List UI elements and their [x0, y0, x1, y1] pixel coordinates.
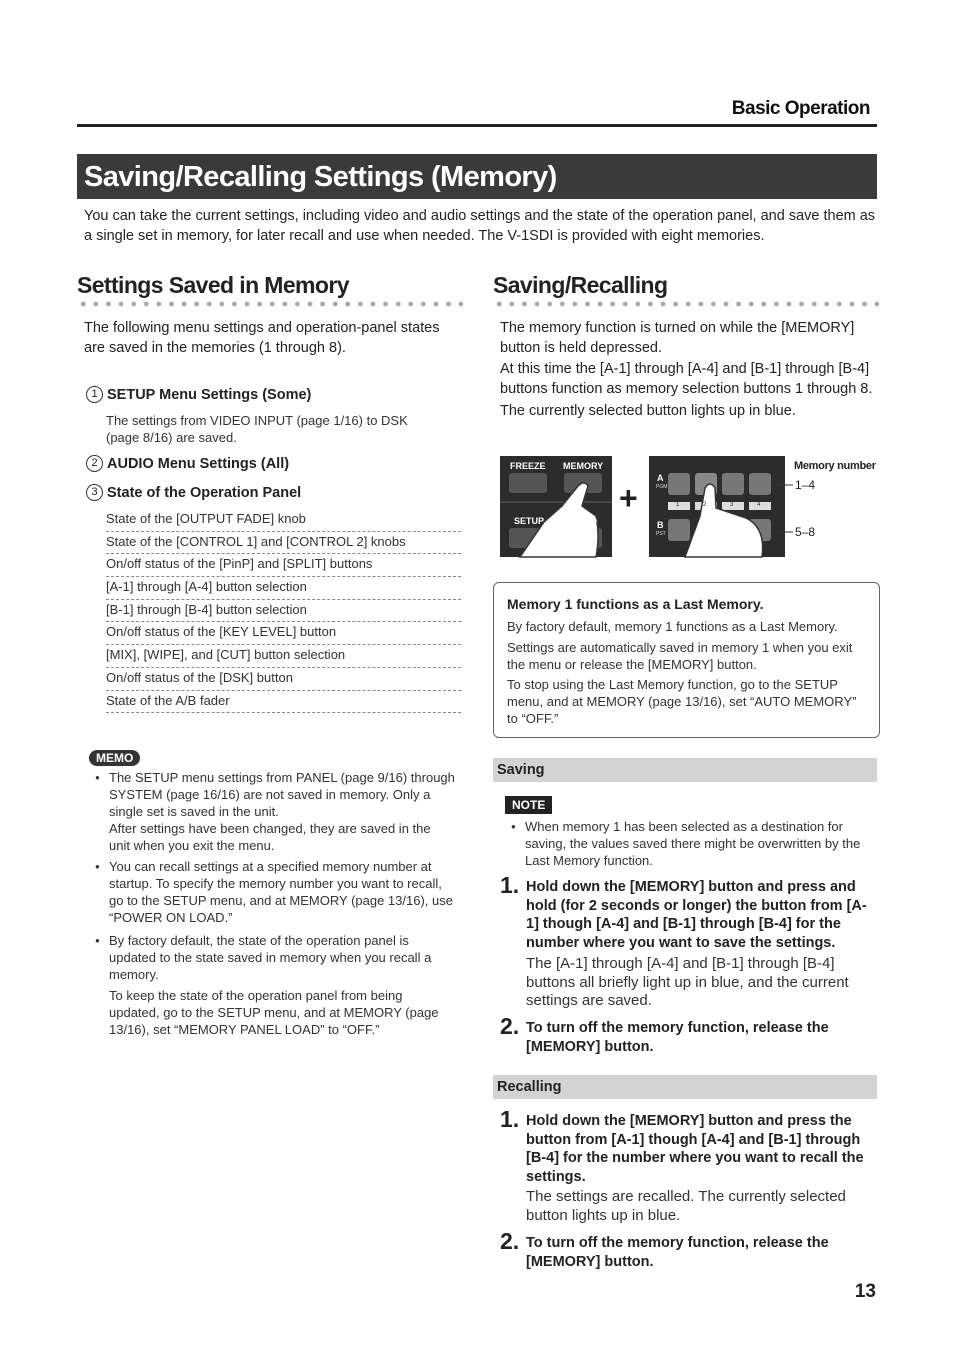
- memo-bullet: [93, 769, 455, 854]
- item-2-label: AUDIO Menu Settings (All): [107, 455, 290, 472]
- saving-step-2-text: To turn off the memory function, release the [MEMORY] button.: [526, 1020, 829, 1055]
- memory-number-label: Memory number: [794, 460, 876, 472]
- right-para: The memory function is turned on while the [MEMORY] button is held depressed.: [500, 320, 855, 356]
- header-rule: [77, 124, 877, 127]
- right-para: The currently selected button lights up in blue.: [500, 403, 796, 419]
- table-row: [B-1] through [B-4] button selection: [106, 600, 461, 623]
- note-list: [509, 818, 869, 869]
- memo-text: ● The SETUP menu settings from PANEL (page 9/16) through SYSTEM (page 16/16) are not saved in memory. Only a single set is saved in the unit.: [109, 770, 455, 819]
- page-number: 13: [854, 1281, 876, 1302]
- row-a-sub: PGM: [656, 484, 668, 490]
- box-title: Memory 1 functions as a Last Memory.: [507, 596, 764, 612]
- left-heading-dots: [77, 301, 463, 307]
- row-a-label: A: [657, 473, 664, 483]
- memo-text: ● By factory default, the state of the operation panel is updated to the state saved in memory when you recall a memory.: [109, 933, 432, 982]
- table-row: State of the [OUTPUT FADE] knob: [106, 509, 461, 532]
- box-p2: Settings are automatically saved in memory 1 when you exit the menu or release the [MEMORY] button.: [507, 640, 853, 672]
- box-p3: To stop using the Last Memory function, go to the SETUP menu, and at MEMORY (page 13/16), set “AUTO MEMORY” to “OFF.”: [507, 677, 857, 726]
- saving-step-1-num: 1.: [500, 872, 520, 898]
- left-intro: The following menu settings and operation-panel states are saved in the memories (1 through 8).: [84, 320, 440, 356]
- left-heading: Settings Saved in Memory: [77, 272, 349, 298]
- memo-text: After settings have been changed, they are saved in the unit when you exit the menu.: [109, 821, 431, 853]
- note-badge-wrap: [505, 796, 552, 814]
- range-5-8: 5–8: [795, 525, 816, 539]
- table-row: [A-1] through [A-4] button selection: [106, 577, 461, 600]
- recalling-step-2-num: 2.: [500, 1228, 520, 1254]
- memory-num: 2: [703, 502, 707, 508]
- audio-label: AUDIO: [568, 516, 597, 526]
- memory-num: 3: [730, 502, 734, 508]
- memory-figure: [500, 456, 880, 558]
- memo-bullet: [93, 932, 455, 1038]
- range-1-4: 1–4: [795, 478, 816, 492]
- row-b-label: B: [657, 520, 664, 530]
- section-tag: Basic Operation: [731, 98, 870, 119]
- saving-step-1-text: Hold down the [MEMORY] button and press and hold (for 2 seconds or longer) the button from [A-1] though [A-4] and [B-1] through [B-4] for the number where you want to save the settings.: [526, 879, 867, 951]
- saving-step-2-num: 2.: [500, 1013, 520, 1039]
- panel-state-table: [106, 509, 461, 713]
- table-row: On/off status of the [KEY LEVEL] button: [106, 622, 461, 645]
- item-3-number: 3: [86, 484, 103, 501]
- table-row: State of the A/B fader: [106, 691, 461, 714]
- memory-num: 4: [757, 502, 761, 508]
- recalling-step-1-num: 1.: [500, 1106, 520, 1132]
- right-heading-dots: [493, 301, 879, 307]
- memo-badge-wrap: [89, 749, 140, 767]
- saving-step-1-body: The [A-1] through [A-4] and [B-1] through [B-4] buttons all briefly light up in blue, and the current settings are saved.: [526, 955, 849, 1009]
- item-1: [86, 386, 311, 403]
- item-3-label: State of the Operation Panel: [107, 484, 302, 501]
- table-row: State of the [CONTROL 1] and [CONTROL 2] knobs: [106, 532, 461, 555]
- last-memory-box: [493, 582, 880, 738]
- memo-text: ● You can recall settings at a specified memory number at startup. To specify the memory number you want to recall, go to the SETUP menu, and at MEMORY (page 13/16), use “POWER ON LOAD.”: [109, 859, 453, 925]
- saving-heading: Saving: [493, 758, 877, 782]
- table-row: On/off status of the [PinP] and [SPLIT] buttons: [106, 554, 461, 577]
- memory-label: MEMORY: [563, 461, 604, 471]
- page-title: Saving/Recalling Settings (Memory): [77, 154, 877, 199]
- note-bullet: ● When memory 1 has been selected as a destination for saving, the values saved there might be overwritten by the Last Memory function.: [509, 818, 869, 869]
- freeze-label: FREEZE: [510, 461, 546, 471]
- table-row: On/off status of the [DSK] button: [106, 668, 461, 691]
- item-3: [86, 484, 301, 501]
- note-badge: NOTE: [505, 796, 552, 814]
- row-b-sub: PST: [656, 531, 666, 537]
- setup-label: SETUP: [514, 516, 545, 526]
- memo-text: To keep the state of the operation panel from being updated, go to the SETUP menu, and at MEMORY (page 13/16), set “MEMORY PANEL LOAD” to “OFF.”: [109, 988, 439, 1037]
- intro-paragraph: You can take the current settings, including video and audio settings and the state of the operation panel, and save them as a single set in memory, for later recall and use when needed. The V-1SDI is provided with eight memories.: [84, 208, 876, 244]
- recalling-step-1-text: Hold down the [MEMORY] button and press the button from [A-1] though [A-4] and [B-1] through [B-4] for the number where you want to recall the settings.: [526, 1113, 864, 1185]
- plus-sign: +: [619, 480, 638, 516]
- right-para: At this time the [A-1] through [A-4] and [B-1] through [B-4] buttons function as memory selection buttons 1 through 8.: [500, 361, 873, 397]
- recalling-step-2-text: To turn off the memory function, release the [MEMORY] button.: [526, 1235, 829, 1270]
- right-intro: [500, 318, 878, 421]
- item-2-number: 2: [86, 455, 103, 472]
- memo-bullet: [93, 858, 455, 926]
- item-1-number: 1: [86, 386, 103, 403]
- item-1-label: SETUP Menu Settings (Some): [107, 386, 312, 403]
- recalling-heading: Recalling: [493, 1075, 877, 1099]
- right-heading: Saving/Recalling: [493, 272, 668, 298]
- recalling-step-1-body: The settings are recalled. The currently selected button lights up in blue.: [526, 1188, 846, 1224]
- box-p1: By factory default, memory 1 functions as a Last Memory.: [507, 619, 838, 634]
- item-1-desc: The settings from VIDEO INPUT (page 1/16) to DSK (page 8/16) are saved.: [106, 413, 408, 445]
- memo-badge: MEMO: [89, 750, 140, 766]
- table-row: [MIX], [WIPE], and [CUT] button selection: [106, 645, 461, 668]
- item-2: [86, 455, 289, 472]
- memory-num: 1: [676, 502, 680, 508]
- memo-list: [93, 769, 455, 1038]
